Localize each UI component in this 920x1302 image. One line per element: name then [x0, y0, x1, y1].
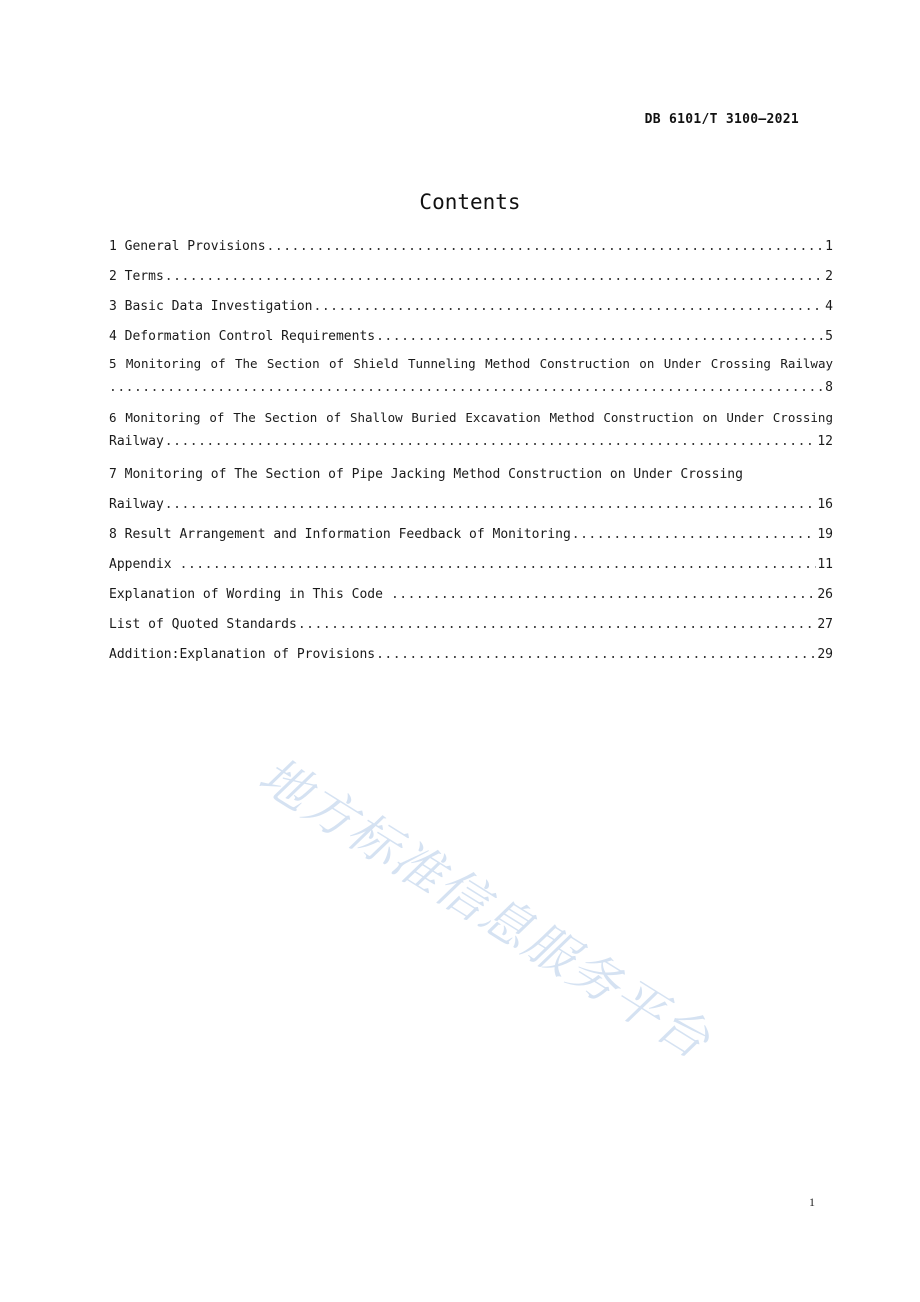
toc-entry[interactable] [109, 580, 833, 610]
dot-leader [165, 262, 824, 292]
toc-entry[interactable] [109, 550, 833, 580]
toc-entry-page: 8 [825, 380, 833, 395]
toc-entry[interactable] [109, 352, 833, 376]
toc-entry-title-cont: Railway [109, 497, 164, 512]
dot-leader [376, 322, 824, 352]
toc-entry[interactable] [109, 292, 833, 322]
toc-entry-title: Addition:Explanation of Provisions [109, 647, 376, 662]
dot-leader [180, 550, 817, 580]
toc-entry-title: Appendix [109, 557, 172, 572]
toc-entry-title: 1 General Provisions [109, 239, 266, 254]
toc-entry-title-cont: Railway [109, 434, 164, 449]
toc-entry-page: 1 [825, 239, 833, 254]
toc-entry-title: 8 Result Arrangement and Information Feedback of Monitoring [109, 527, 571, 542]
toc-entry[interactable] [109, 610, 833, 640]
toc-entry[interactable] [109, 406, 833, 430]
toc-entry[interactable] [109, 640, 833, 670]
toc-entry-page: 12 [817, 434, 833, 449]
toc-entry-page: 2 [825, 269, 833, 284]
toc-entry[interactable] [109, 232, 833, 262]
dot-leader [267, 232, 825, 262]
dot-leader [376, 640, 816, 670]
toc-entry-title: 5 Monitoring of The Section of Shield Tunneling Method Construction on Under Crossing Railway [109, 356, 833, 371]
toc-entry-continuation[interactable] [109, 430, 833, 454]
toc-entry-title: 6 Monitoring of The Section of Shallow Buried Excavation Method Construction on Under Crossing [109, 410, 833, 425]
toc-entry-title: 3 Basic Data Investigation [109, 299, 313, 314]
toc-entry-title: 2 Terms [109, 269, 164, 284]
toc-entry[interactable] [109, 520, 833, 550]
toc-entry-continuation[interactable] [109, 376, 833, 400]
toc-entry-page: 5 [825, 329, 833, 344]
document-code: DB 6101/T 3100—2021 [644, 112, 799, 127]
toc-entry-page: 19 [817, 527, 833, 542]
toc-entry-page: 26 [817, 587, 833, 602]
dot-leader [165, 490, 817, 520]
toc-entry-page: 16 [817, 497, 833, 512]
toc-entry-title: List of Quoted Standards [109, 617, 297, 632]
dot-leader [314, 292, 825, 322]
dot-leader [572, 520, 817, 550]
dot-leader [391, 580, 816, 610]
toc-entry[interactable] [109, 322, 833, 352]
dot-leader [109, 376, 824, 400]
dot-leader [165, 430, 817, 454]
toc-entry-continuation[interactable] [109, 490, 833, 520]
page-title: Contents [419, 190, 521, 214]
toc-entry-title: Explanation of Wording in This Code [109, 587, 383, 602]
table-of-contents [109, 232, 833, 670]
watermark-text: 地方标准信息服务平台 [249, 746, 721, 1071]
toc-entry-title: 7 Monitoring of The Section of Pipe Jacking Method Construction on Under Crossing [109, 467, 743, 482]
toc-entry-page: 27 [817, 617, 833, 632]
toc-entry-page: 29 [817, 647, 833, 662]
footer-page-number: 1 [809, 1195, 815, 1209]
toc-entry[interactable] [109, 262, 833, 292]
dot-leader [298, 610, 817, 640]
toc-entry-page: 11 [817, 557, 833, 572]
toc-entry-page: 4 [825, 299, 833, 314]
toc-entry-title: 4 Deformation Control Requirements [109, 329, 376, 344]
toc-entry[interactable] [109, 460, 833, 490]
